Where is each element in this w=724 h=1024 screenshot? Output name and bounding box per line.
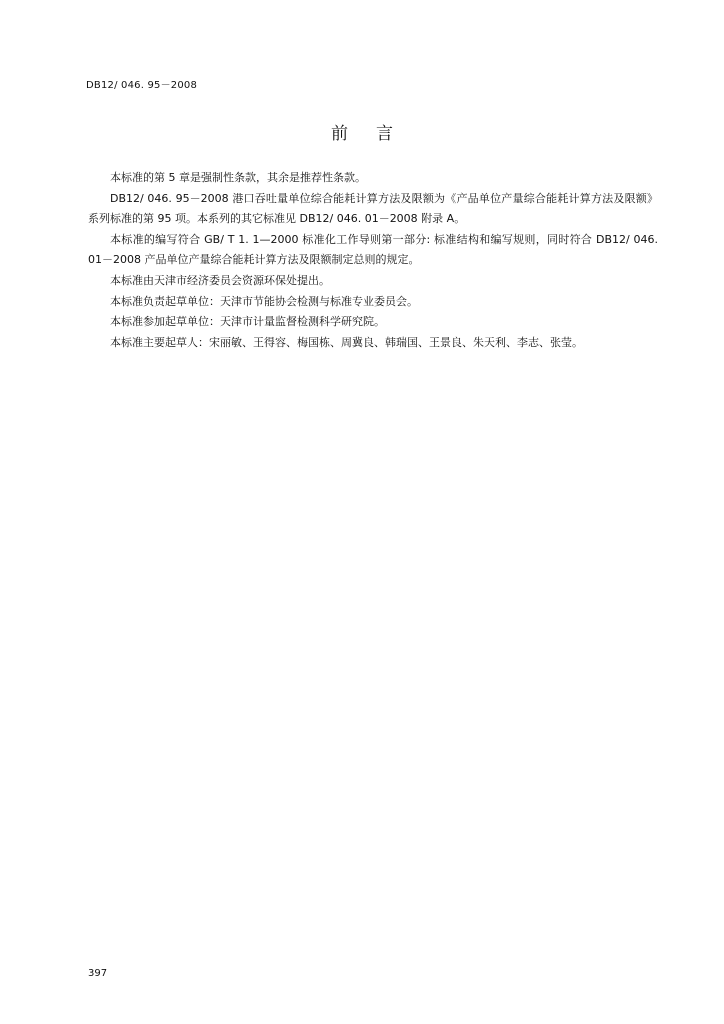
page-title: 前言 [331,124,421,144]
paragraph-drafting-unit: 本标准负责起草单位：天津市节能协会检测与标准专业委员会。 [110,294,418,308]
foreword-body [88,168,658,353]
paragraph-mandatory-clause: 本标准的第 5 章是强制性条款，其余是推荐性条款。 [110,171,366,184]
page-number: 397 [88,968,108,979]
paragraph-proposed-by: 本标准由天津市经济委员会资源环保处提出。 [110,273,330,287]
paragraph-participating-unit: 本标准参加起草单位：天津市计量监督检测科学研究院。 [110,315,385,329]
document-code: DB12/ 046. 95－2008 [86,80,198,91]
paragraph-standard-series: DB12/ 046. 95－2008 港口吞吐量单位综合能耗计算方法及限额为《产品单位产量综合能耗计算方法及限额》系列标准的第 95 项。本系列的其它标准见 DB12/ 046. 01－2008 附录 A。 [88,191,658,226]
paragraph-drafting-rules: 本标准的编写符合 GB/ T 1. 1—2000 标准化工作导则第一部分: 标准结构和编写规则，同时符合 DB12/ 046. 01－2008 产品单位产量综合能耗计算方法及限额制定总则的规定。 [88,232,658,267]
paragraph-main-drafters: 本标准主要起草人：宋丽敏、王得容、梅国栋、周冀良、韩瑞国、王景良、朱天利、李志、张莹。 [110,335,583,349]
